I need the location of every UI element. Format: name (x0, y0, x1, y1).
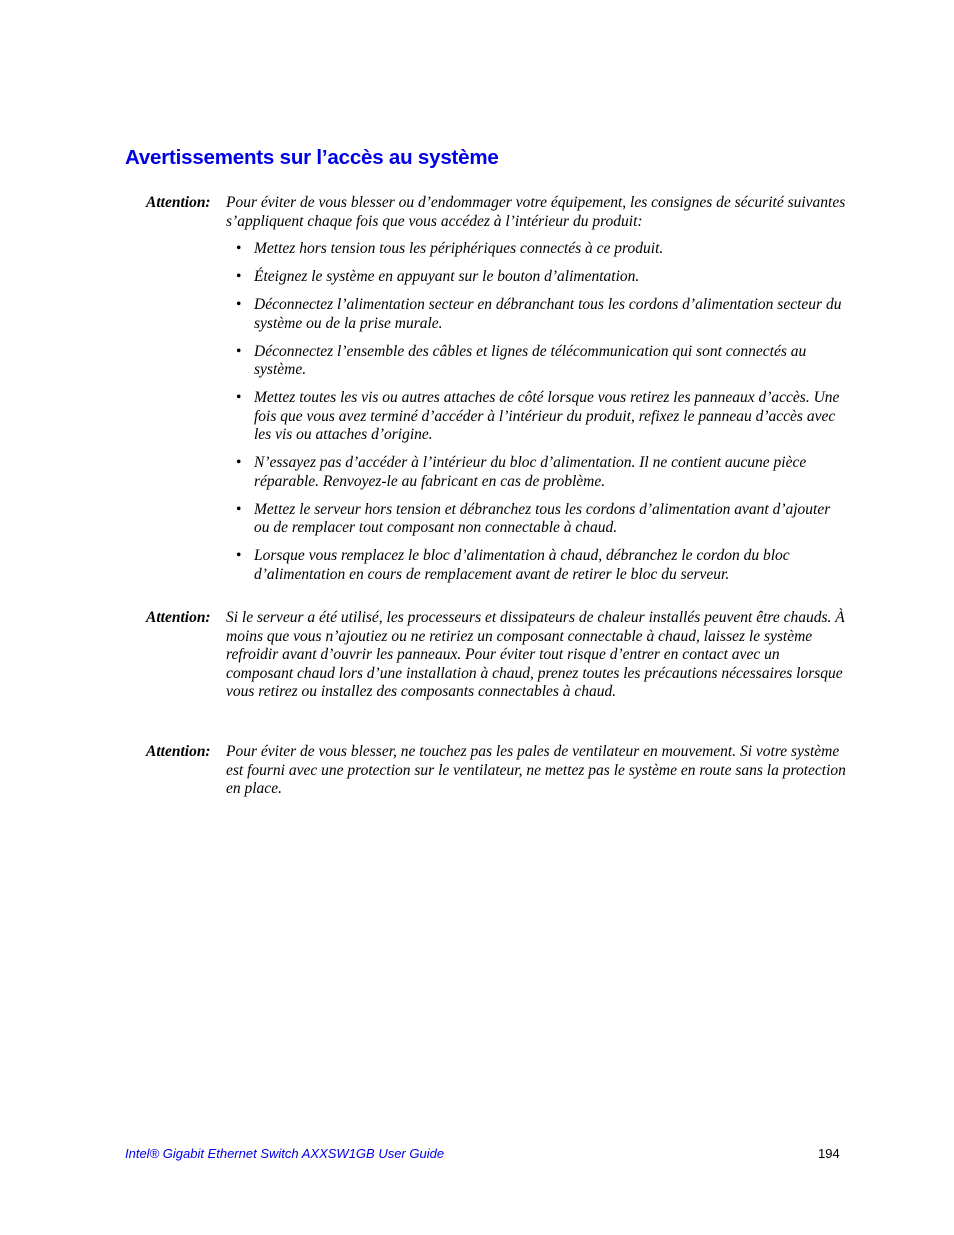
attention-note-access (146, 194, 846, 594)
list-item-text: Déconnectez l’ensemble des câbles et lignes de télécommunication qui sont connectés au système. (254, 342, 807, 378)
footer-document-title: Intel® Gigabit Ethernet Switch AXXSW1GB User Guide (125, 1146, 445, 1161)
list-item-text: Déconnectez l’alimentation secteur en débranchant tous les cordons d’alimentation secteur du système ou de la prise murale. (254, 296, 842, 332)
list-item (226, 501, 846, 538)
section-heading: Avertissements sur l’accès au système (125, 146, 499, 169)
list-item (226, 268, 846, 287)
attention-note-hot-components (146, 609, 846, 702)
attention-text: Pour éviter de vous blesser, ne touchez pas les pales de ventilateur en mouvement. Si votre système est fourni avec une protection sur le ventilateur, ne mettez pas le système en route sans la protection en place. (226, 743, 846, 797)
bullet-icon: • (236, 240, 242, 257)
bullet-icon: • (236, 389, 242, 406)
attention-text: Si le serveur a été utilisé, les processeurs et dissipateurs de chaleur installés peuvent être chauds. À moins que vous n’ajoutiez ou ne retiriez un composant connectable à chaud, laissez le système refroidir avant d’ouvrir les panneaux. Pour éviter tout risque d’entrer en contact avec un composant chaud lors d’une installation à chaud, prenez toutes les précautions nécessaires lorsque vous retirez ou installez des composants connectables à chaud. (226, 609, 845, 700)
bullet-icon: • (236, 296, 242, 313)
bullet-icon: • (236, 500, 242, 518)
page-number: 194 (818, 1146, 840, 1161)
bullet-icon: • (236, 342, 242, 360)
list-item-text: N’essayez pas d’accéder à l’intérieur du bloc d’alimentation. Il ne contient aucune pièce réparable. Renvoyez-le au fabricant en cas de problème. (254, 454, 807, 490)
list-item-text: Mettez toutes les vis ou autres attaches de côté lorsque vous retirez les panneaux d’accès. Une fois que vous avez terminé d’accéder à l’intérieur du produit, refixez le panneau d’accès avec les vis ou attaches d’origine. (254, 389, 840, 443)
attention-note-fan (146, 743, 846, 799)
bullet-icon: • (236, 547, 242, 564)
attention-label: Attention: (146, 194, 211, 211)
safety-bullet-list (226, 240, 846, 584)
list-item (226, 389, 846, 445)
list-item (226, 454, 846, 491)
list-item-text: Mettez hors tension tous les périphériques connectés à ce produit. (254, 240, 664, 257)
attention-text: Pour éviter de vous blesser ou d’endommager votre équipement, les consignes de sécurité suivantes s’appliquent chaque fois que vous accédez à l’intérieur du produit: (226, 194, 846, 230)
list-item (226, 296, 846, 333)
list-item (226, 547, 846, 584)
list-item-text: Mettez le serveur hors tension et débranchez tous les cordons d’alimentation avant d’ajouter ou de remplacer tout composant non connectable à chaud. (254, 500, 831, 536)
attention-label: Attention: (146, 609, 211, 626)
list-item (226, 240, 846, 259)
list-item-text: Éteignez le système en appuyant sur le bouton d’alimentation. (254, 268, 640, 285)
list-item-text: Lorsque vous remplacez le bloc d’alimentation à chaud, débranchez le cordon du bloc d’alimentation en cours de remplacement avant de retirer le bloc du serveur. (254, 547, 790, 583)
attention-label: Attention: (146, 743, 211, 760)
bullet-icon: • (236, 268, 242, 285)
bullet-icon: • (236, 454, 242, 471)
list-item (226, 343, 846, 380)
